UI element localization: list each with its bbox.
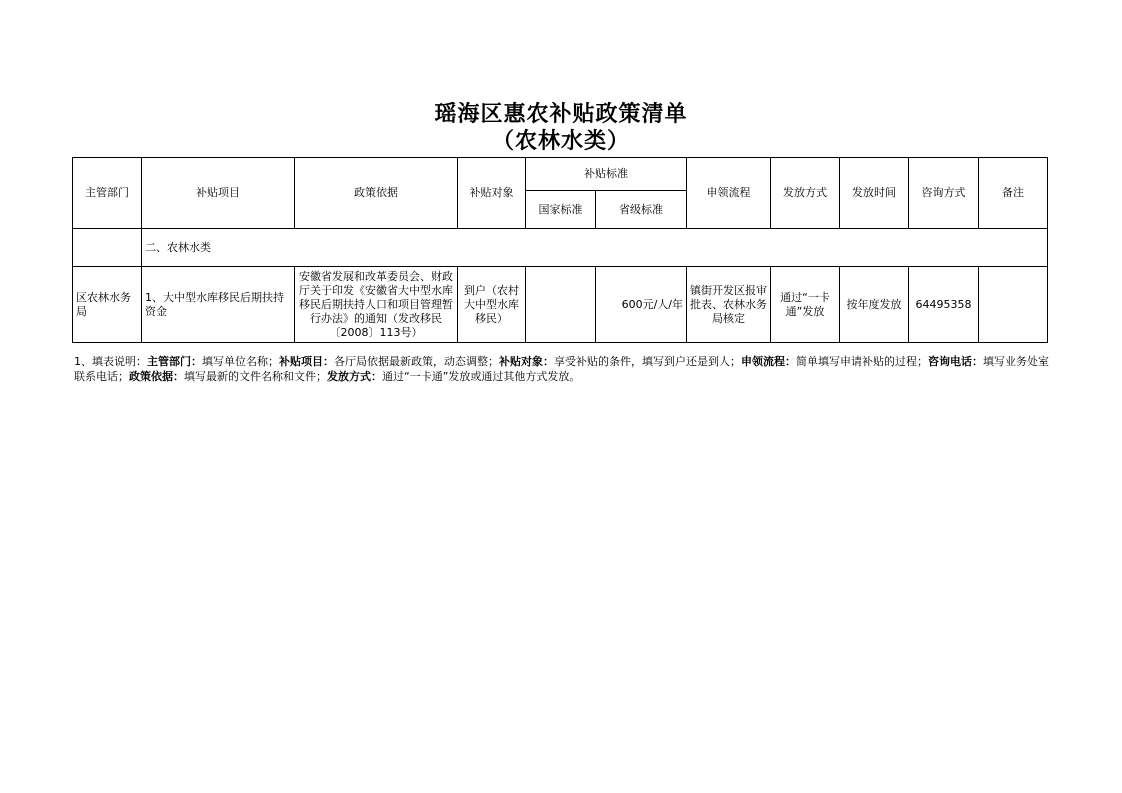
header-dept: 主管部门 (73, 158, 142, 229)
note-key-item: 补贴项目： (279, 355, 334, 368)
section-row (73, 229, 1048, 267)
row-time: 按年度发放 (840, 267, 909, 343)
row-basis: 安徽省发展和改革委员会、财政厅关于印发《安徽省大中型水库移民后期扶持人口和项目管理暂行办法》的通知（发改移民〔2008〕113号） (295, 267, 458, 343)
header-contact: 咨询方式 (909, 158, 979, 229)
header-remark: 备注 (979, 158, 1048, 229)
note-key-dept: 主管部门： (147, 355, 202, 368)
note-key-phone: 咨询电话： (928, 355, 983, 368)
row-remark (979, 267, 1048, 343)
note-val-process: 简单填写申请补贴的过程； (796, 355, 928, 368)
note-val-phone: 填写业务处室联系电话； (74, 355, 1049, 383)
fill-instructions (74, 354, 1049, 384)
header-basis: 政策依据 (295, 158, 458, 229)
note-prefix: 1、填表说明： (74, 355, 147, 368)
note-key-target: 补贴对象： (499, 355, 554, 368)
header-target: 补贴对象 (458, 158, 526, 229)
header-provincial: 省级标准 (596, 191, 687, 229)
note-val-target: 享受补贴的条件，填写到户还是到人； (554, 355, 741, 368)
header-process: 申领流程 (687, 158, 771, 229)
policy-table (72, 157, 1048, 343)
section-label: 二、农林水类 (142, 229, 1048, 267)
row-item: 1、大中型水库移民后期扶持资金 (142, 267, 295, 343)
row-dept: 区农林水务局 (73, 267, 142, 343)
page-subtitle: （农林水类） (491, 128, 630, 154)
row-target: 到户（农村大中型水库移民） (458, 267, 526, 343)
row-process: 镇街开发区报审批表、农林水务局核定 (687, 267, 771, 343)
note-key-method: 发放方式： (327, 370, 382, 383)
note-key-basis: 政策依据： (129, 370, 184, 383)
note-val-method: 通过“一卡通”发放或通过其他方式发放。 (382, 370, 581, 383)
row-national (526, 267, 596, 343)
note-val-dept: 填写单位名称； (202, 355, 279, 368)
header-standard: 补贴标准 (526, 158, 687, 191)
row-provincial: 600元/人/年 (596, 267, 687, 343)
note-val-item: 各厅局依据最新政策，动态调整； (334, 355, 499, 368)
row-method: 通过“一卡通”发放 (771, 267, 840, 343)
header-row-1 (73, 158, 1048, 191)
header-national: 国家标准 (526, 191, 596, 229)
row-contact: 64495358 (909, 267, 979, 343)
header-item: 补贴项目 (142, 158, 295, 229)
note-key-process: 申领流程： (741, 355, 796, 368)
table-row (73, 267, 1048, 343)
header-time: 发放时间 (840, 158, 909, 229)
note-val-basis: 填写最新的文件名称和文件； (184, 370, 327, 383)
section-dept-cell (73, 229, 142, 267)
header-method: 发放方式 (771, 158, 840, 229)
page-title: 瑶海区惠农补贴政策清单 (434, 101, 688, 127)
